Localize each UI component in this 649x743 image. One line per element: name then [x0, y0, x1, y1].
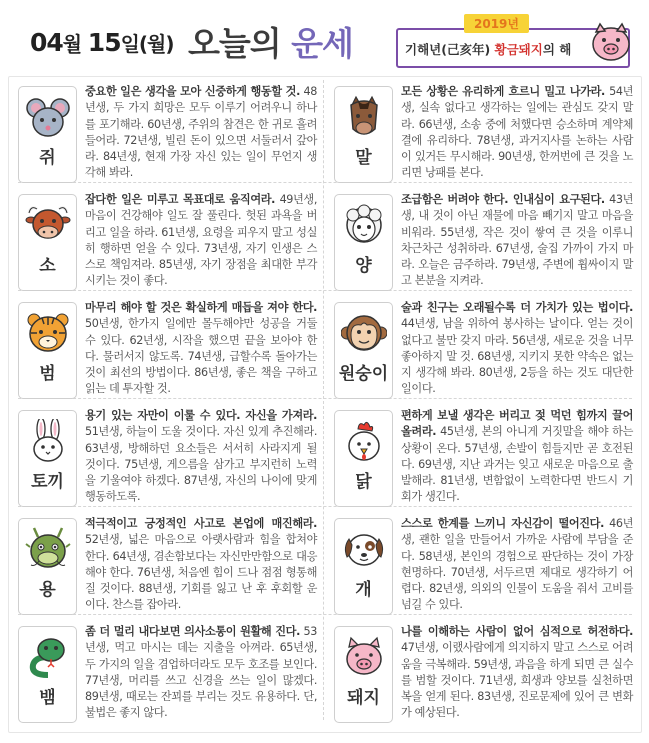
animal-label: 토끼	[31, 472, 64, 492]
fortune-lead: 나를 이해하는 사람이 없어 심적으로 허전하다.	[401, 625, 633, 638]
animal-label: 양	[355, 256, 372, 276]
icon-box	[334, 518, 393, 615]
icon-box	[334, 410, 393, 507]
fortune-text	[401, 84, 633, 182]
fortune-body: 48년생, 두 가지 희망은 모두 이루기 어려우니 하나를 포기해라. 60년생, 주위의 참견은 한 귀로 흘려 들어라. 72년생, 빌린 돈이 있으면 서둘러서 갚아라. 84년생, 현재 가장 자신 있는 일이 무언지 생각해 봐라.	[85, 85, 317, 180]
fortune-body: 53년생, 먹고 마시는 데는 지출을 아껴라. 65년생, 두 가지의 일을 겸업하더라도 모두 호조를 보인다. 77년생, 머리를 쓰고 신경을 쓰는 일이 많겠다. 89년생, 때로는 잔꾀를 부리는 것도 유용하다. 단, 불법은 좋지 않다.	[85, 625, 317, 720]
fortune-text	[85, 300, 317, 398]
fortune-text	[85, 192, 317, 290]
year-badge: 2019년	[464, 14, 529, 33]
fortune-lead: 중요한 일은 생각을 모아 신중하게 행동할 것.	[85, 85, 300, 98]
animal-label: 소	[39, 256, 56, 276]
fortune-text	[401, 516, 633, 614]
date-display	[30, 28, 174, 57]
icon-box	[18, 410, 77, 507]
icon-box	[334, 194, 393, 291]
icon-box	[18, 194, 77, 291]
month-number: 04	[30, 28, 63, 57]
fortune-body: 49년생, 마음이 건강해야 일도 잘 풀린다. 헛된 과욕을 버리고 일을 하라. 61년생, 요령을 피우지 말고 성실히 행하면 얻을 수 있다. 73년생, 자기 인생은 스스로 책임져라. 85년생, 자기 장점을 최대한 부각시키는 것이 좋다.	[85, 193, 317, 288]
day-number: 15	[87, 28, 121, 57]
dragon-icon	[25, 527, 71, 573]
fortune-lead: 좀 더 멀리 내다보면 의사소통이 원활해 진다.	[85, 625, 300, 638]
pig-head-icon	[590, 22, 632, 62]
fortune-body: 50년생, 한가지 일에만 몰두해야만 성공을 거둘 수 있다. 62년생, 시작을 했으면 끝을 보아야 한다. 물러서지 않도록. 74년생, 급할수록 돌아가는 것이 최선의 방법이다. 86년생, 좋은 책을 구하고 읽는 데 투자할 것.	[85, 317, 317, 396]
fortune-body: 51년생, 하늘이 도울 것이다. 자신 있게 추진해라. 63년생, 방해하던 요소들은 서서히 사라지게 될 것이다. 75년생, 게으름을 삼가고 부지런히 노력을 기울여야 하겠다. 87년생, 자신의 나이에 맞게 행동하도록.	[85, 425, 317, 504]
fortune-text	[401, 624, 633, 722]
animal-label: 범	[39, 364, 56, 384]
pig-icon	[341, 635, 387, 681]
fortune-body: 47년생, 이랬사람에게 의지하지 말고 스스로 어려움을 극복해라. 59년생, 과음을 하게 되면 큰 실수를 범할 것이다. 71년생, 희생과 양보를 실천하면 복을 얻게 된다. 83년생, 진로문제에 있어 큰 변화가 예상된다.	[401, 641, 633, 720]
fortune-body: 45년생, 본의 아니게 거짓말을 해야 하는 상황이 온다. 57년생, 손발이 힘들지만 곧 호전된다. 69년생, 지난 과거는 잊고 새로운 마음으로 출발해라. 81년생, 변함없이 노력한다면 반드시 기회가 생긴다.	[401, 425, 633, 504]
row-divider	[18, 290, 632, 291]
rooster-icon	[341, 419, 387, 465]
title-accent: 운세	[291, 24, 353, 63]
fortune-text	[401, 408, 633, 506]
animal-label: 쥐	[39, 148, 56, 168]
fortune-text	[85, 408, 317, 506]
icon-box	[334, 86, 393, 183]
fortune-text	[85, 516, 317, 614]
dog-icon	[341, 527, 387, 573]
animal-label: 용	[39, 580, 56, 600]
fortune-body: 54년생, 실속 없다고 생각하는 일에는 관심도 갖지 말라. 66년생, 소송 중에 처했다면 승소하며 계약체결에 유리하다. 78년생, 과거지사를 논하는 사람이 있거든 무시해라. 90년생, 한꺼번에 큰 것을 노리면 낭패를 본다.	[401, 85, 633, 180]
fortune-lead: 편하게 보낼 생각은 버리고 젖 먹던 힘까지 끌어 올려라.	[401, 409, 633, 439]
page-title	[188, 18, 353, 65]
icon-box	[18, 302, 77, 399]
column-divider	[323, 80, 324, 720]
animal-label: 말	[355, 148, 372, 168]
monkey-icon	[341, 311, 387, 357]
fortune-lead: 적극적이고 긍정적인 사고로 본업에 매진해라.	[85, 517, 317, 530]
fortune-text	[85, 624, 317, 722]
fortune-body: 52년생, 넓은 마음으로 아랫사람과 힘을 합쳐야 한다. 64년생, 겸손함보다는 자신만만함으로 대응해야 한다. 76년생, 처음엔 힘이 드나 점점 형통해질 것이다. 88년생, 기회를 잃고 난 후 후회할 운이다. 찬스를 잡아라.	[85, 533, 317, 612]
horse-icon	[341, 95, 387, 141]
page-header	[0, 0, 649, 76]
fortune-body: 43년생, 내 것이 아닌 재물에 마음 빼기지 말고 마음을 비워라. 55년생, 작은 것이 쌓여 큰 것을 이루니 차근차근 성취하라. 67년생, 술집 가까이 가지 마라. 오늘은 금주하라. 79년생, 주변에 휩싸이지 말고 본분을 지켜라.	[401, 193, 633, 288]
row-divider	[18, 182, 632, 183]
fortune-text	[401, 300, 633, 398]
year-text	[405, 40, 571, 58]
animal-label: 닭	[355, 472, 372, 492]
month-unit: 월	[62, 32, 82, 56]
row-divider	[18, 614, 632, 615]
title-plain: 오늘의	[188, 24, 292, 63]
animal-label: 개	[355, 580, 372, 600]
fortune-lead: 조급함은 버려야 한다. 인내심이 요구된다.	[401, 193, 605, 206]
rat-icon	[25, 95, 71, 141]
fortune-text	[401, 192, 633, 290]
day-unit: 일(월)	[120, 32, 174, 56]
icon-box	[334, 626, 393, 723]
fortune-lead: 술과 친구는 오래될수록 더 가치가 있는 법이다.	[401, 301, 633, 314]
fortune-text	[85, 84, 317, 182]
icon-box	[18, 86, 77, 183]
sheep-icon	[341, 203, 387, 249]
fortune-body: 46년생, 괜한 일을 만들어서 가까운 사람에 부담을 준다. 58년생, 본인의 경험으로 판단하는 것이 가장 현명하다. 70년생, 서두르면 제대로 생각하기 어렵다. 82년생, 의외의 인물이 도움을 줘서 고비를 넘길 수 있다.	[401, 517, 633, 612]
snake-icon	[25, 635, 71, 681]
icon-box	[18, 518, 77, 615]
animal-label: 원숭이	[338, 364, 389, 384]
year-text-gold: 황금돼지	[494, 42, 543, 57]
fortune-lead: 모든 상황은 유리하게 흐르니 밀고 나가라.	[401, 85, 605, 98]
fortune-lead: 스스로 한계를 느끼니 자신감이 떨어진다.	[401, 517, 604, 530]
year-text-post: 의 해	[542, 42, 572, 57]
animal-label: 뱀	[39, 688, 56, 708]
row-divider	[18, 506, 632, 507]
ox-icon	[25, 203, 71, 249]
fortune-lead: 잡다한 일은 미루고 목표대로 움직여라.	[85, 193, 276, 206]
fortune-lead: 용기 있는 자만이 이룰 수 있다. 자신을 가져라.	[85, 409, 317, 422]
fortune-body: 44년생, 남을 위하여 봉사하는 날이다. 얻는 것이 없다고 불만 갖지 마라. 56년생, 새로운 것을 너무 좋아하지 말 것. 68년생, 지키지 못한 약속은 없는 지 생각해 봐라. 80년생, 2등을 하는 것도 대단한 일이다.	[401, 317, 633, 396]
tiger-icon	[25, 311, 71, 357]
icon-box	[18, 626, 77, 723]
year-text-pre: 기해년(己亥年)	[405, 42, 495, 57]
icon-box	[334, 302, 393, 399]
animal-label: 돼지	[347, 688, 380, 708]
rabbit-icon	[25, 419, 71, 465]
fortune-lead: 마무리 해야 할 것은 확실하게 매듭을 져야 한다.	[85, 301, 317, 314]
row-divider	[18, 398, 632, 399]
